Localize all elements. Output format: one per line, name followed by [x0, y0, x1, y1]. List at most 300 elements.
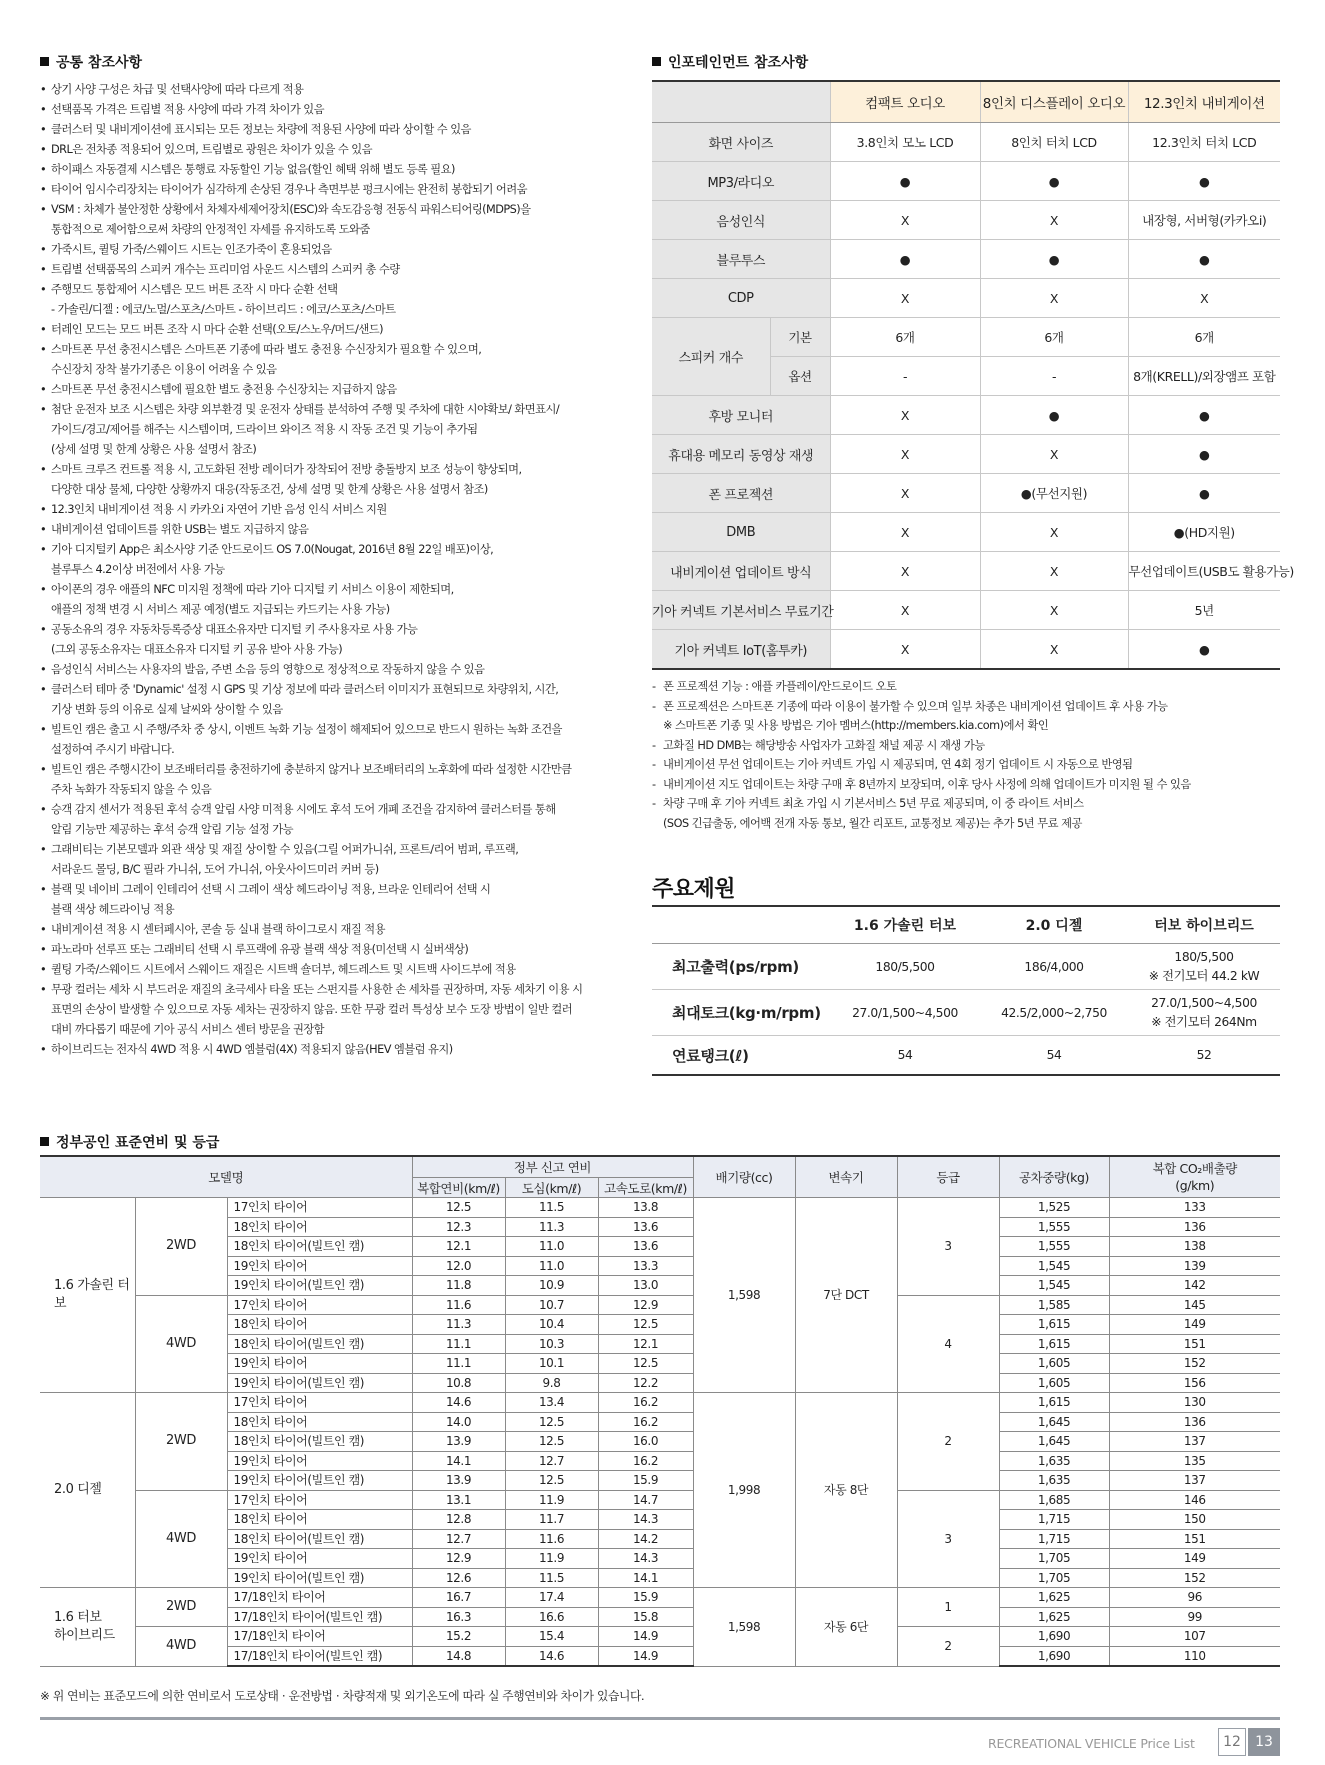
common-note-line: • 빌트인 캠은 주행시간이 보조배터리를 충전하기에 충분하지 않거나 보조배터리의 노후화에 따라 설정한 시간만큼: [51, 763, 572, 776]
fuel-co2: 136: [1109, 1412, 1280, 1432]
fuel-transmission: 자동 6단: [795, 1588, 897, 1667]
common-note-item: [40, 580, 620, 620]
fuel-row: [40, 1627, 1280, 1647]
common-note-line: 기상 변화 등의 이유로 실제 날씨와 상이할 수 있음: [51, 703, 283, 716]
fuel-tire: 17인치 타이어: [227, 1393, 412, 1413]
fuel-city: 13.4: [505, 1393, 598, 1413]
specs-cell-value: 54: [897, 1048, 913, 1062]
common-note-item: [40, 380, 620, 400]
infotainment-cell: X: [830, 279, 980, 318]
fuel-co2: 139: [1109, 1256, 1280, 1276]
fuel-weight: 1,690: [999, 1646, 1109, 1666]
infotainment-note: - 내비게이션 무선 업데이트는 기아 커넥트 가입 시 제공되며, 연 4회 정기 업데이트 시 자동으로 반영됨: [652, 755, 1292, 775]
infotainment-table: [652, 80, 1294, 670]
common-note-item: [40, 840, 620, 880]
infotainment-row-label: 후방 모니터: [652, 396, 830, 435]
infotainment-note: ※ 스마트폰 기종 및 사용 방법은 기아 멤버스(http://members.kia.com)에서 확인: [663, 719, 1049, 732]
common-note-line: 애플의 정책 변경 시 서비스 제공 예정(별도 지급되는 카드키는 사용 가능): [51, 603, 390, 616]
fuel-tire: 19인치 타이어: [227, 1256, 412, 1276]
common-note-line: • 그래비티는 기본모델과 외관 색상 및 재질 상이할 수 있음(그릴 어퍼가니쉬, 프론트/리어 범퍼, 루프랙,: [51, 843, 519, 856]
specs-cell: [980, 1036, 1128, 1076]
fuel-weight: 1,615: [999, 1393, 1109, 1413]
common-note-line: 표면의 손상이 발생할 수 있으므로 자동 세차는 권장하지 않음. 또한 무광 컬러 특성상 보수 도장 방법이 일반 컬러: [51, 1003, 573, 1016]
common-note-line: • 블랙 및 네이비 그레이 인테리어 선택 시 그레이 색상 헤드라이닝 적용, 브라운 인테리어 선택 시: [51, 883, 491, 896]
specs-cell-note: ※ 전기모터 264Nm: [1151, 1014, 1257, 1029]
fuel-tire: 19인치 타이어(빌트인 캠): [227, 1568, 412, 1588]
fuel-grade: 2: [897, 1627, 999, 1667]
fuel-co2: 130: [1109, 1393, 1280, 1413]
infotainment-cell: ●: [1128, 630, 1280, 670]
specs-row-label: 최고출력(ps/rpm): [652, 944, 830, 990]
fuel-co2: 135: [1109, 1451, 1280, 1471]
common-note-line: • 하이브리드는 전자식 4WD 적용 시 4WD 엠블럼(4X) 적용되지 않음(HEV 엠블럼 유지): [51, 1043, 453, 1056]
common-note-line: • 타이어 임시수리장치는 타이어가 심각하게 손상된 경우나 측면부분 펑크시에는 완전히 봉합되기 어려움: [51, 183, 528, 196]
fuel-header-grade: 등급: [897, 1156, 999, 1198]
specs-header-cell: 2.0 디젤: [980, 906, 1128, 944]
specs-cell: [1128, 990, 1280, 1036]
infotainment-cell: ●: [830, 240, 980, 279]
square-bullet-icon: [40, 1137, 49, 1146]
fuel-tire: 17인치 타이어: [227, 1295, 412, 1315]
infotainment-cell: ●: [1128, 396, 1280, 435]
common-note-line: • 스마트폰 무선 충전시스템에 필요한 별도 충전용 수신장치는 지급하지 않음: [51, 383, 397, 396]
fuel-co2: 145: [1109, 1295, 1280, 1315]
common-note-line: • 아이폰의 경우 애플의 NFC 미지원 정책에 따라 기아 디지털 키 서비스 이용이 제한되며,: [51, 583, 454, 596]
common-note-line: 다양한 대상 물체, 다양한 상황까지 대응(작동조건, 상세 설명 및 한계 상황은 사용 설명서 참조): [51, 483, 488, 496]
fuel-row: [40, 1490, 1280, 1510]
fuel-city: 10.1: [505, 1354, 598, 1374]
common-note-line: • 내비게이션 적용 시 센터페시아, 콘솔 등 실내 블랙 하이그로시 재질 적용: [51, 923, 385, 936]
fuel-tire: 19인치 타이어(빌트인 캠): [227, 1276, 412, 1296]
fuel-highway: 15.8: [598, 1607, 693, 1627]
common-note-item: [40, 240, 620, 260]
specs-row-label: 최대토크(kg·m/rpm): [652, 990, 830, 1036]
fuel-tire: 17/18인치 타이어(빌트인 캠): [227, 1646, 412, 1666]
common-note-line: • 기아 디지털키 App은 최소사양 기준 안드로이드 OS 7.0(Nougat, 2016년 8월 22일 배포)이상,: [51, 543, 494, 556]
specs-cell-value: 42.5/2,000~2,750: [1001, 1005, 1107, 1020]
common-note-item: [40, 720, 620, 760]
fuel-city: 10.4: [505, 1315, 598, 1335]
fuel-co2: 151: [1109, 1334, 1280, 1354]
infotainment-row-sublabel: 옵션: [770, 357, 830, 396]
common-note-line: • 선택품목 가격은 트림별 적용 사양에 따라 가격 차이가 있음: [51, 103, 325, 116]
common-note-line: • 12.3인치 내비게이션 적용 시 카카오i 자연어 기반 음성 인식 서비스 지원: [51, 503, 387, 516]
fuel-tire: 19인치 타이어: [227, 1451, 412, 1471]
common-note-item: [40, 400, 620, 460]
fuel-weight: 1,635: [999, 1471, 1109, 1491]
fuel-combined: 14.6: [412, 1393, 505, 1413]
fuel-co2: 152: [1109, 1568, 1280, 1588]
fuel-row: [40, 1588, 1280, 1608]
fuel-city: 11.5: [505, 1568, 598, 1588]
fuel-weight: 1,690: [999, 1627, 1109, 1647]
infotainment-row-label: MP3/라디오: [652, 162, 830, 201]
fuel-tire: 18인치 타이어: [227, 1412, 412, 1432]
fuel-highway: 13.8: [598, 1198, 693, 1218]
infotainment-cell: ●: [980, 162, 1128, 201]
common-note-line: 블루투스 4.2이상 버전에서 사용 가능: [51, 563, 225, 576]
common-note-line: • 첨단 운전자 보조 시스템은 차량 외부환경 및 운전자 상태를 분석하여 주행 및 주차에 대한 시야확보/ 화면표시/: [51, 403, 560, 416]
specs-header-cell: 1.6 가솔린 터보: [830, 906, 980, 944]
fuel-row: [40, 1393, 1280, 1413]
common-note-item: [40, 940, 620, 960]
common-note-item: [40, 540, 620, 580]
common-note-item: [40, 180, 620, 200]
infotainment-note: - 고화질 HD DMB는 해당방송 사업자가 고화질 채널 제공 시 재생 가능: [652, 736, 1292, 756]
specs-cell-value: 180/5,500: [875, 959, 935, 974]
fuel-tire: 17인치 타이어: [227, 1198, 412, 1218]
infotainment-note: - 차량 구매 후 기아 커넥트 최초 가입 시 기본서비스 5년 무료 제공되며, 이 중 라이트 서비스: [652, 794, 1292, 814]
fuel-co2: 137: [1109, 1471, 1280, 1491]
infotainment-row-label: 기아 커넥트 기본서비스 무료기간: [652, 591, 830, 630]
fuel-highway: 12.2: [598, 1373, 693, 1393]
fuel-combined: 11.1: [412, 1354, 505, 1374]
infotainment-cell: X: [830, 201, 980, 240]
common-note-item: [40, 100, 620, 120]
fuel-city: 12.5: [505, 1471, 598, 1491]
fuel-highway: 12.5: [598, 1354, 693, 1374]
common-note-line: (그외 공동소유자는 대표소유자 디지털 키 공유 받아 사용 가능): [51, 643, 343, 656]
fuel-weight: 1,685: [999, 1490, 1109, 1510]
fuel-highway: 12.5: [598, 1315, 693, 1335]
fuel-weight: 1,635: [999, 1451, 1109, 1471]
common-note-item: [40, 80, 620, 100]
fuel-highway: 13.0: [598, 1276, 693, 1296]
fuel-grade: 3: [897, 1490, 999, 1588]
common-note-item: [40, 140, 620, 160]
fuel-header-displacement: 배기량(cc): [693, 1156, 795, 1198]
specs-cell: [980, 990, 1128, 1036]
infotainment-cell: -: [980, 357, 1128, 396]
fuel-header-official: 정부 신고 연비: [412, 1156, 693, 1178]
fuel-tire: 17/18인치 타이어: [227, 1588, 412, 1608]
common-notes-section: [40, 52, 620, 1060]
infotainment-row-label: 스피커 개수: [652, 318, 770, 396]
common-note-item: [40, 160, 620, 180]
common-note-line: 수신장치 장착 불가기종은 이용이 어려울 수 있음: [51, 363, 277, 376]
specs-cell-note: ※ 전기모터 44.2 kW: [1148, 968, 1260, 983]
page-number-left: 12: [1218, 1728, 1246, 1756]
fuel-combined: 11.3: [412, 1315, 505, 1335]
fuel-combined: 12.1: [412, 1237, 505, 1257]
common-note-line: 서라운드 몰딩, B/C 필라 가니쉬, 도어 가니쉬, 아웃사이드미러 커버 등): [51, 863, 379, 876]
common-note-item: [40, 1040, 620, 1060]
infotainment-cell: ●(무선지원): [980, 474, 1128, 513]
common-note-line: • VSM : 차체가 불안정한 상황에서 차체자세제어장치(ESC)와 속도감응형 전동식 파워스티어링(MDPS)을: [51, 203, 531, 216]
infotainment-cell: X: [830, 474, 980, 513]
fuel-transmission: 자동 8단: [795, 1393, 897, 1588]
fuel-co2: 138: [1109, 1237, 1280, 1257]
fuel-combined: 14.0: [412, 1412, 505, 1432]
fuel-city: 11.3: [505, 1217, 598, 1237]
fuel-combined: 12.3: [412, 1217, 505, 1237]
fuel-highway: 14.9: [598, 1627, 693, 1647]
infotainment-header-row: [652, 81, 1280, 123]
specs-row: [652, 944, 1280, 990]
fuel-co2: 156: [1109, 1373, 1280, 1393]
fuel-tire: 18인치 타이어(빌트인 캠): [227, 1432, 412, 1452]
fuel-co2: 142: [1109, 1276, 1280, 1296]
common-note-line: • 공동소유의 경우 자동차등록증상 대표소유자만 디지털 키 주사용자로 사용 가능: [51, 623, 418, 636]
infotainment-cell: 8개(KRELL)/외장앰프 포함: [1128, 357, 1280, 396]
infotainment-row: [652, 162, 1280, 201]
fuel-header-co2: [1109, 1156, 1280, 1198]
infotainment-row: [652, 123, 1280, 162]
specs-cell: [980, 944, 1128, 990]
common-note-item: [40, 920, 620, 940]
common-note-item: [40, 880, 620, 920]
infotainment-cell: ●: [1128, 435, 1280, 474]
fuel-combined: 11.6: [412, 1295, 505, 1315]
common-note-item: [40, 660, 620, 680]
fuel-highway: 16.2: [598, 1451, 693, 1471]
square-bullet-icon: [40, 57, 49, 66]
fuel-header-row-1: [40, 1156, 1280, 1178]
infotainment-cell: ●: [980, 396, 1128, 435]
fuel-weight: 1,715: [999, 1510, 1109, 1530]
infotainment-note: (SOS 긴급출동, 에어백 전개 자동 통보, 월간 리포트, 교통정보 제공)는 추가 5년 무료 제공: [663, 816, 1082, 830]
common-note-item: [40, 520, 620, 540]
fuel-weight: 1,625: [999, 1607, 1109, 1627]
common-note-item: [40, 500, 620, 520]
fuel-highway: 13.3: [598, 1256, 693, 1276]
infotainment-row-sublabel: 기본: [770, 318, 830, 357]
common-note-item: [40, 760, 620, 800]
infotainment-cell: X: [1128, 279, 1280, 318]
fuel-co2: 107: [1109, 1627, 1280, 1647]
infotainment-cell: 내장형, 서버형(카카오i): [1128, 201, 1280, 240]
specs-cell: [830, 944, 980, 990]
fuel-weight: 1,555: [999, 1237, 1109, 1257]
fuel-grade: 3: [897, 1198, 999, 1296]
infotainment-row: [652, 435, 1280, 474]
specs-table: [652, 905, 1280, 1076]
fuel-weight: 1,545: [999, 1256, 1109, 1276]
specs-cell-value: 27.0/1,500~4,500: [1151, 995, 1257, 1010]
specs-cell: [1128, 1036, 1280, 1076]
common-note-line: • 가죽시트, 퀼팅 가죽/스웨이드 시트는 인조가죽이 혼용되었음: [51, 243, 332, 256]
infotainment-row-label: CDP: [652, 279, 830, 318]
specs-cell: [1128, 944, 1280, 990]
common-note-line: • 무광 컬러는 세차 시 부드러운 재질의 초극세사 타올 또는 스펀지를 사용한 손 세차를 권장하며, 자동 세차기 이용 시: [51, 983, 583, 996]
fuel-city: 15.4: [505, 1627, 598, 1647]
infotainment-row: [652, 474, 1280, 513]
fuel-city: 11.5: [505, 1198, 598, 1218]
fuel-combined: 14.8: [412, 1646, 505, 1666]
infotainment-cell: ●: [830, 162, 980, 201]
fuel-weight: 1,645: [999, 1432, 1109, 1452]
fuel-city: 11.6: [505, 1529, 598, 1549]
fuel-co2: 149: [1109, 1315, 1280, 1335]
fuel-tire: 18인치 타이어: [227, 1217, 412, 1237]
infotainment-cell: X: [980, 201, 1128, 240]
fuel-combined: 14.1: [412, 1451, 505, 1471]
fuel-drive-type: 2WD: [135, 1393, 227, 1491]
specs-cell-value: 54: [1046, 1048, 1062, 1062]
specs-cell-value: 52: [1196, 1048, 1212, 1062]
fuel-combined: 16.7: [412, 1588, 505, 1608]
fuel-highway: 14.3: [598, 1549, 693, 1569]
fuel-highway: 13.6: [598, 1237, 693, 1257]
infotainment-row: [652, 513, 1280, 552]
fuel-combined: 12.7: [412, 1529, 505, 1549]
fuel-displacement: 1,598: [693, 1198, 795, 1393]
fuel-weight: 1,525: [999, 1198, 1109, 1218]
fuel-highway: 14.2: [598, 1529, 693, 1549]
common-note-line: - 가솔린/디젤 : 에코/노멀/스포츠/스마트 - 하이브리드 : 에코/스포츠/스마트: [51, 303, 396, 316]
fuel-co2: 146: [1109, 1490, 1280, 1510]
infotainment-cell: X: [980, 630, 1128, 670]
fuel-combined: 13.9: [412, 1432, 505, 1452]
fuel-city: 12.5: [505, 1412, 598, 1432]
common-note-item: [40, 680, 620, 720]
fuel-highway: 15.9: [598, 1588, 693, 1608]
fuel-weight: 1,705: [999, 1568, 1109, 1588]
fuel-weight: 1,715: [999, 1529, 1109, 1549]
common-note-line: • 클러스터 테마 중 'Dynamic' 설정 시 GPS 및 기상 정보에 따라 클러스터 이미지가 표현되므로 차량위치, 시간,: [51, 683, 559, 696]
common-note-line: • 스마트폰 무선 충전시스템은 스마트폰 기종에 따라 별도 충전용 수신장치가 필요할 수 있으며,: [51, 343, 482, 356]
fuel-drive-type: 4WD: [135, 1627, 227, 1667]
infotainment-cell: X: [830, 513, 980, 552]
infotainment-row-label: 폰 프로젝션: [652, 474, 830, 513]
infotainment-row-label: 내비게이션 업데이트 방식: [652, 552, 830, 591]
infotainment-header-cell: 컴팩트 오디오: [830, 81, 980, 123]
common-notes-title: 공통 참조사항: [40, 52, 620, 72]
specs-table-wrap: [652, 905, 1280, 1076]
infotainment-header-cell: 8인치 디스플레이 오디오: [980, 81, 1128, 123]
common-note-item: [40, 620, 620, 660]
infotainment-row: [652, 396, 1280, 435]
infotainment-note: - 내비게이션 지도 업데이트는 차량 구매 후 8년까지 보장되며, 이후 당사 사정에 의해 업데이트가 미지원 될 수 있음: [652, 775, 1292, 795]
specs-row: [652, 1036, 1280, 1076]
fuel-tire: 18인치 타이어(빌트인 캠): [227, 1529, 412, 1549]
fuel-city: 11.9: [505, 1549, 598, 1569]
common-note-line: 통합적으로 제어함으로써 차량의 안정적인 자세를 유지하도록 도와줌: [51, 223, 370, 236]
common-note-item: [40, 320, 620, 340]
fuel-displacement: 1,998: [693, 1393, 795, 1588]
common-note-line: (상세 설명 및 한계 상황은 사용 설명서 참조): [51, 443, 257, 456]
fuel-economy-table-wrap: [40, 1155, 1280, 1667]
infotainment-note: - 폰 프로젝션 기능 : 애플 카플레이/안드로이드 오토: [652, 677, 1292, 697]
infotainment-cell: 6개: [1128, 318, 1280, 357]
infotainment-cell: X: [980, 513, 1128, 552]
fuel-city: 10.7: [505, 1295, 598, 1315]
fuel-tire: 19인치 타이어: [227, 1354, 412, 1374]
infotainment-row: [652, 279, 1280, 318]
common-note-item: [40, 280, 620, 320]
infotainment-cell: 12.3인치 터치 LCD: [1128, 123, 1280, 162]
fuel-tire: 19인치 타이어(빌트인 캠): [227, 1471, 412, 1491]
common-note-line: • 트림별 선택품목의 스피커 개수는 프리미엄 사운드 시스템의 스피커 총 수량: [51, 263, 400, 276]
fuel-weight: 1,545: [999, 1276, 1109, 1296]
common-note-line: • 승객 감지 센서가 적용된 후석 승객 알림 사양 미적용 시에도 후석 도어 개폐 조건을 감지하여 클러스터를 통해: [51, 803, 556, 816]
common-notes-list: [40, 80, 620, 1060]
fuel-city: 14.6: [505, 1646, 598, 1666]
fuel-header-highway: 고속도로(km/ℓ): [598, 1178, 693, 1198]
infotainment-cell: 8인치 터치 LCD: [980, 123, 1128, 162]
specs-row: [652, 990, 1280, 1036]
fuel-weight: 1,645: [999, 1412, 1109, 1432]
fuel-city: 11.7: [505, 1510, 598, 1530]
page-number-right: 13: [1248, 1728, 1280, 1756]
infotainment-cell: 무선업데이트(USB도 활용가능): [1128, 552, 1280, 591]
infotainment-table-wrap: [652, 80, 1294, 670]
specs-cell-value: 27.0/1,500~4,500: [852, 1005, 958, 1020]
common-note-item: [40, 340, 620, 380]
fuel-drive-type: 4WD: [135, 1295, 227, 1393]
infotainment-cell: ●: [1128, 474, 1280, 513]
infotainment-cell: 6개: [980, 318, 1128, 357]
common-note-item: [40, 460, 620, 500]
infotainment-cell: X: [980, 552, 1128, 591]
fuel-combined: 13.9: [412, 1471, 505, 1491]
fuel-grade: 1: [897, 1588, 999, 1627]
fuel-combined: 12.0: [412, 1256, 505, 1276]
fuel-header-combined: 복합연비(km/ℓ): [412, 1178, 505, 1198]
infotainment-cell: X: [830, 591, 980, 630]
fuel-weight: 1,555: [999, 1217, 1109, 1237]
fuel-tire: 18인치 타이어(빌트인 캠): [227, 1237, 412, 1257]
infotainment-cell: 3.8인치 모노 LCD: [830, 123, 980, 162]
common-note-line: 가이드/경고/제어를 해주는 시스템이며, 드라이브 와이즈 적용 시 작동 조건 및 기능이 추가됨: [51, 423, 478, 436]
fuel-weight: 1,605: [999, 1354, 1109, 1374]
fuel-header-transmission: 변속기: [795, 1156, 897, 1198]
fuel-tire: 17/18인치 타이어: [227, 1627, 412, 1647]
footer-divider: [40, 1717, 1280, 1720]
infotainment-row: [652, 591, 1280, 630]
common-note-line: • 스마트 크루즈 컨트롤 적용 시, 고도화된 전방 레이더가 장착되어 전방 충돌방지 보조 성능이 향상되며,: [51, 463, 522, 476]
fuel-economy-table: [40, 1155, 1280, 1667]
fuel-city: 11.9: [505, 1490, 598, 1510]
infotainment-row: [652, 318, 1280, 357]
common-note-item: [40, 980, 620, 1040]
common-note-line: 설정하여 주시기 바랍니다.: [51, 743, 175, 756]
fuel-displacement: 1,598: [693, 1588, 795, 1667]
fuel-tire: 17/18인치 타이어(빌트인 캠): [227, 1607, 412, 1627]
infotainment-cell: X: [980, 435, 1128, 474]
infotainment-cell: 5년: [1128, 591, 1280, 630]
common-note-item: [40, 120, 620, 140]
fuel-co2: 152: [1109, 1354, 1280, 1374]
fuel-city: 17.4: [505, 1588, 598, 1608]
fuel-grade: 2: [897, 1393, 999, 1491]
fuel-header-model: 모델명: [40, 1156, 412, 1198]
fuel-city: 10.9: [505, 1276, 598, 1296]
fuel-highway: 16.0: [598, 1432, 693, 1452]
common-note-line: • 하이패스 자동결제 시스템은 통행료 자동할인 기능 없음(할인 혜택 위해 별도 등록 필요): [51, 163, 455, 176]
fuel-combined: 12.6: [412, 1568, 505, 1588]
fuel-combined: 11.8: [412, 1276, 505, 1296]
fuel-row: [40, 1295, 1280, 1315]
fuel-combined: 10.8: [412, 1373, 505, 1393]
fuel-co2: 150: [1109, 1510, 1280, 1530]
common-note-line: 알림 기능만 제공하는 후석 승객 알림 기능 설정 가능: [51, 823, 293, 836]
common-note-line: • 빌트인 캠은 출고 시 주행/주차 중 상시, 이벤트 녹화 기능 설정이 해제되어 있으므로 반드시 원하는 녹화 조건을: [51, 723, 562, 736]
fuel-city: 9.8: [505, 1373, 598, 1393]
fuel-tire: 18인치 타이어(빌트인 캠): [227, 1334, 412, 1354]
fuel-tire: 18인치 타이어: [227, 1315, 412, 1335]
common-note-line: • 주행모드 통합제어 시스템은 모드 버튼 조작 시 마다 순환 선택: [51, 283, 338, 296]
infotainment-cell: ●(HD지원): [1128, 513, 1280, 552]
fuel-combined: 13.1: [412, 1490, 505, 1510]
infotainment-row-label: 음성인식: [652, 201, 830, 240]
common-note-line: • 터레인 모드는 모드 버튼 조작 시 마다 순환 선택(오토/스노우/머드/샌드): [51, 323, 383, 336]
fuel-combined: 15.2: [412, 1627, 505, 1647]
common-note-item: [40, 800, 620, 840]
fuel-weight: 1,705: [999, 1549, 1109, 1569]
fuel-header-weight: 공차중량(kg): [999, 1156, 1109, 1198]
fuel-city: 11.0: [505, 1256, 598, 1276]
